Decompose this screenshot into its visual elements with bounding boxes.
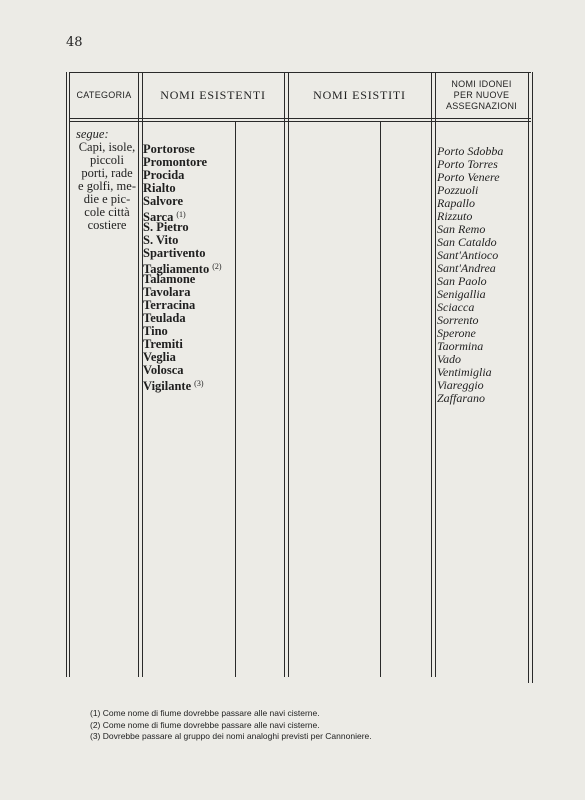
nome-esistente-item xyxy=(143,247,222,260)
nome-idoneo-item: Taormina xyxy=(437,339,484,353)
nome-idoneo-item: Sperone xyxy=(437,326,476,340)
column-divider-2 xyxy=(284,72,289,677)
footnote-1: (1) Come nome di fiume dovrebbe passare alle navi cisterne. xyxy=(90,708,320,718)
category-line: piccoli xyxy=(89,153,124,167)
segue-label: segue: xyxy=(76,127,109,141)
nome-esistente-item xyxy=(143,377,222,393)
header-nomi-idonei xyxy=(435,72,528,118)
nome-idoneo-item: Rizzuto xyxy=(437,209,473,223)
header-categoria: CATEGORIA xyxy=(76,89,132,100)
page-number: 48 xyxy=(66,35,83,50)
nome-idoneo-item: San Cataldo xyxy=(437,235,497,249)
nome-idoneo-item: Viareggio xyxy=(437,378,484,392)
nome-idoneo-item: Sant'Antioco xyxy=(437,248,499,262)
nome-esistente-label: Talamone xyxy=(143,272,196,286)
nome-esistente-label: Rialto xyxy=(143,181,176,195)
nome-esistente-label: Veglia xyxy=(143,350,176,364)
column-divider-2b xyxy=(380,122,381,677)
nome-idoneo-item: Vado xyxy=(437,352,461,366)
nome-idoneo-item: Ventimiglia xyxy=(437,365,492,379)
nomi-idonei-list xyxy=(437,145,503,405)
nome-esistente-label: Terracina xyxy=(143,298,196,312)
category-line: die e pic- xyxy=(83,192,131,206)
nome-esistente-item xyxy=(143,195,222,208)
category-line: cole città xyxy=(84,205,130,219)
category-cell xyxy=(74,128,140,232)
nomi-esistenti-list xyxy=(143,142,222,393)
nome-esistente-label: Promontore xyxy=(143,155,208,169)
column-divider-3 xyxy=(431,72,436,677)
category-line: porti, rade xyxy=(81,166,133,180)
nome-idoneo-item: Pozzuoli xyxy=(437,183,479,197)
nome-esistente-label: Portorose xyxy=(143,142,195,156)
header-idonei-line-2: PER NUOVE xyxy=(453,89,510,100)
nome-esistente-label: Teulada xyxy=(143,311,186,325)
header-nomi-esistenti: NOMI ESISTENTI xyxy=(160,87,266,102)
category-line: Capi, isole, xyxy=(78,140,136,154)
nome-idoneo-item: Porto Torres xyxy=(437,157,498,171)
footnote-marker: (1) xyxy=(176,210,186,219)
nome-idoneo-item: Rapallo xyxy=(437,196,475,210)
nome-esistente-label: Tagliamento xyxy=(143,262,210,276)
nome-esistente-label: S. Pietro xyxy=(143,220,189,234)
nome-idoneo-item: Sant'Andrea xyxy=(437,261,496,275)
nome-idoneo-item: San Paolo xyxy=(437,274,487,288)
nome-esistente-label: Tino xyxy=(143,324,168,338)
nome-idoneo-item: Sorrento xyxy=(437,313,479,327)
nome-idoneo-item: Porto Venere xyxy=(437,170,500,184)
nome-esistente-item xyxy=(143,364,222,377)
nome-esistente-label: Volosca xyxy=(143,363,184,377)
category-line: costiere xyxy=(87,218,127,232)
column-divider-1b xyxy=(235,122,236,677)
names-table xyxy=(70,72,531,677)
nome-idoneo-item: Zaffarano xyxy=(437,391,486,405)
nome-idoneo-item: Porto Sdobba xyxy=(437,144,504,158)
left-border-outer xyxy=(66,72,67,677)
nome-esistente-label: Tremiti xyxy=(143,337,183,351)
left-border-inner xyxy=(69,72,70,677)
nome-esistente-label: S. Vito xyxy=(143,233,179,247)
category-line: e golfi, me- xyxy=(78,179,136,193)
footnotes xyxy=(90,708,372,743)
header-idonei-line-3: ASSEGNAZIONI xyxy=(445,100,518,111)
header-nomi-esistiti: NOMI ESISTITI xyxy=(313,87,406,102)
nome-idoneo-item: Sciacca xyxy=(437,300,475,314)
nome-esistente-label: Procida xyxy=(143,168,185,182)
nome-esistente-label: Tavolara xyxy=(143,285,191,299)
nome-esistente-label: Salvore xyxy=(143,194,184,208)
nome-esistente-label: Spartivento xyxy=(143,246,206,260)
nome-esistente-label: Vigilante xyxy=(143,379,192,393)
footnote-marker: (2) xyxy=(212,262,222,271)
footnote-3: (3) Dovrebbe passare al gruppo dei nomi analoghi previsti per Cannoniere. xyxy=(90,731,372,741)
footnote-marker: (3) xyxy=(194,379,204,388)
nome-esistente-label: Sarca xyxy=(143,210,174,224)
nome-idoneo-item: San Remo xyxy=(437,222,486,236)
right-border xyxy=(528,72,533,683)
header-idonei-line-1: NOMI IDONEI xyxy=(451,78,512,89)
nome-idoneo-item: Senigallia xyxy=(437,287,486,301)
footnote-2: (2) Come nome di fiume dovrebbe passare alle navi cisterne. xyxy=(90,719,320,730)
